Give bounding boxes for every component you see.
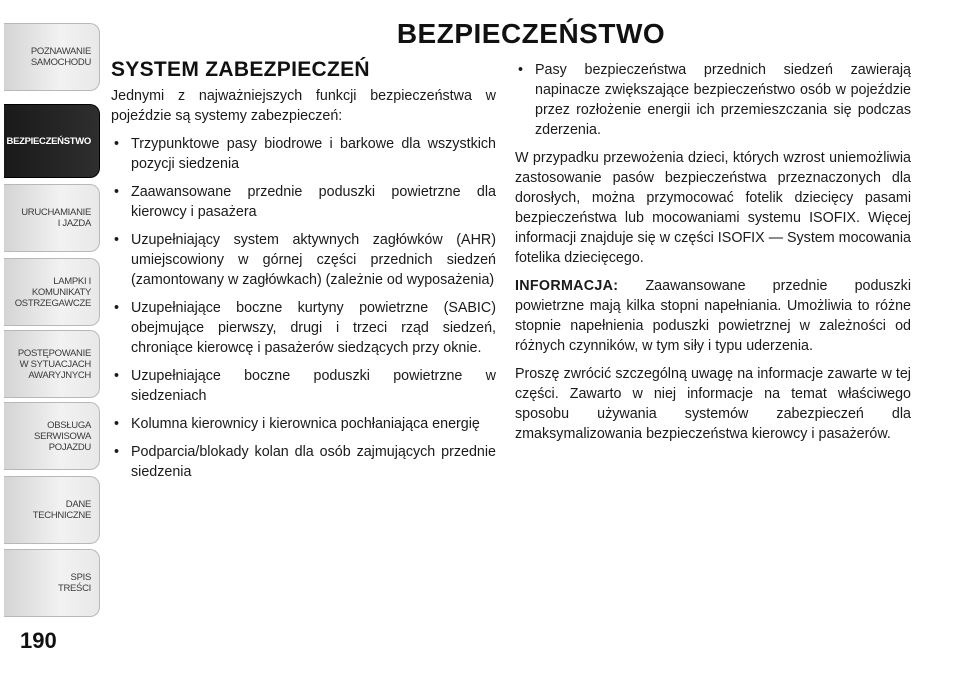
section-title: SYSTEM ZABEZPIECZEŃ <box>111 58 370 81</box>
tab-dane-techniczne[interactable] <box>4 476 100 544</box>
tab-spis-tresci[interactable] <box>4 549 100 617</box>
restraint-systems-list-continued <box>515 60 911 140</box>
tab-postepowanie-awaryjne[interactable] <box>4 330 100 398</box>
left-column <box>111 60 496 490</box>
child-seat-paragraph: W przypadku przewożenia dzieci, których wzrost uniemożliwia zastosowanie pasów bezpieczeństwa przeznaczonych dla dorosłych, można przymocować fotelik dziecięcy pasami bezpieczeństwa lub mocowaniami systemu ISOFIX. Więcej informacji znajduje się w części ISOFIX — System mocowania fotelika dziecięcego. <box>515 150 911 266</box>
list-item: • Uzupełniający system aktywnych zagłówków (AHR) umiejscowiony w górnej części przednich siedzeń (zamontowany w zagłówkach) (zależnie od wyposażenia) <box>111 230 496 290</box>
tab-lampki-i-komunikaty[interactable] <box>4 258 100 326</box>
list-item: • Uzupełniające boczne kurtyny powietrzne (SABIC) obejmujące pierwszy, drugi i trzeci rząd siedzeń, chroniące kierowcę i pasażerów siedzących przy oknie. <box>111 298 496 358</box>
intro-paragraph: Jednymi z najważniejszych funkcji bezpieczeństwa w pojeździe są systemy zabezpieczeń: <box>111 88 496 124</box>
tab-poznawanie-samochodu[interactable] <box>4 23 100 91</box>
tab-uruchamianie-i-jazda[interactable] <box>4 184 100 252</box>
restraint-systems-list <box>111 134 496 482</box>
tab-label: POZNAWANIE SAMOCHODU <box>30 46 91 68</box>
tab-label: DANE TECHNICZNE <box>32 499 91 521</box>
list-item: • Uzupełniające boczne poduszki powietrzne w siedzeniach <box>111 366 496 406</box>
tab-label: BEZPIECZEŃSTWO <box>6 135 91 147</box>
page-number: 190 <box>20 628 57 653</box>
page-title: BEZPIECZEŃSTWO <box>396 18 666 49</box>
tab-label: OBSŁUGA SERWISOWA POJAZDU <box>34 419 91 453</box>
info-note <box>515 276 911 356</box>
tab-label: LAMPKI I KOMUNIKATY OSTRZEGAWCZE <box>14 275 91 309</box>
attention-paragraph: Proszę zwrócić szczególną uwagę na informacje zawarte w tej części. Zawarto w niej informacje na temat właściwego sposobu używania systemów zabezpieczeń dla zmaksymalizowania bezpieczeństwa kierowcy i pasażerów. <box>515 366 911 442</box>
tab-bezpieczenstwo[interactable] <box>4 104 100 178</box>
tab-label: POSTĘPOWANIE W SYTUACJACH AWARYJNYCH <box>17 347 91 381</box>
chapter-sidebar <box>0 0 102 678</box>
info-text: Zaawansowane przednie poduszki powietrzne mają kilka stopni napełniania. Umożliwia to różne stopnie napełnienia poduszki powietrznej w zależności od różnych czynników, w tym siły i typu uderzenia. <box>515 278 911 354</box>
list-item: • Zaawansowane przednie poduszki powietrzne dla kierowcy i pasażera <box>111 182 496 222</box>
list-item: • Podparcia/blokady kolan dla osób zajmujących przednie siedzenia <box>111 442 496 482</box>
tab-label: SPIS TREŚCI <box>57 572 91 594</box>
list-item: • Kolumna kierownicy i kierownica pochłaniająca energię <box>111 414 496 434</box>
right-column <box>515 60 911 452</box>
tab-label: URUCHAMIANIE I JAZDA <box>21 207 91 229</box>
info-label: INFORMACJA: <box>515 278 619 294</box>
tab-obsluga-serwisowa[interactable] <box>4 402 100 470</box>
list-item: • Pasy bezpieczeństwa przednich siedzeń zawierają napinacze zwiększające bezpieczeństwo osób w pojeździe przez rozłożenie energii ich przemieszczania się podczas zderzenia. <box>515 60 911 140</box>
list-item: • Trzypunktowe pasy biodrowe i barkowe dla wszystkich pozycji siedzenia <box>111 134 496 174</box>
